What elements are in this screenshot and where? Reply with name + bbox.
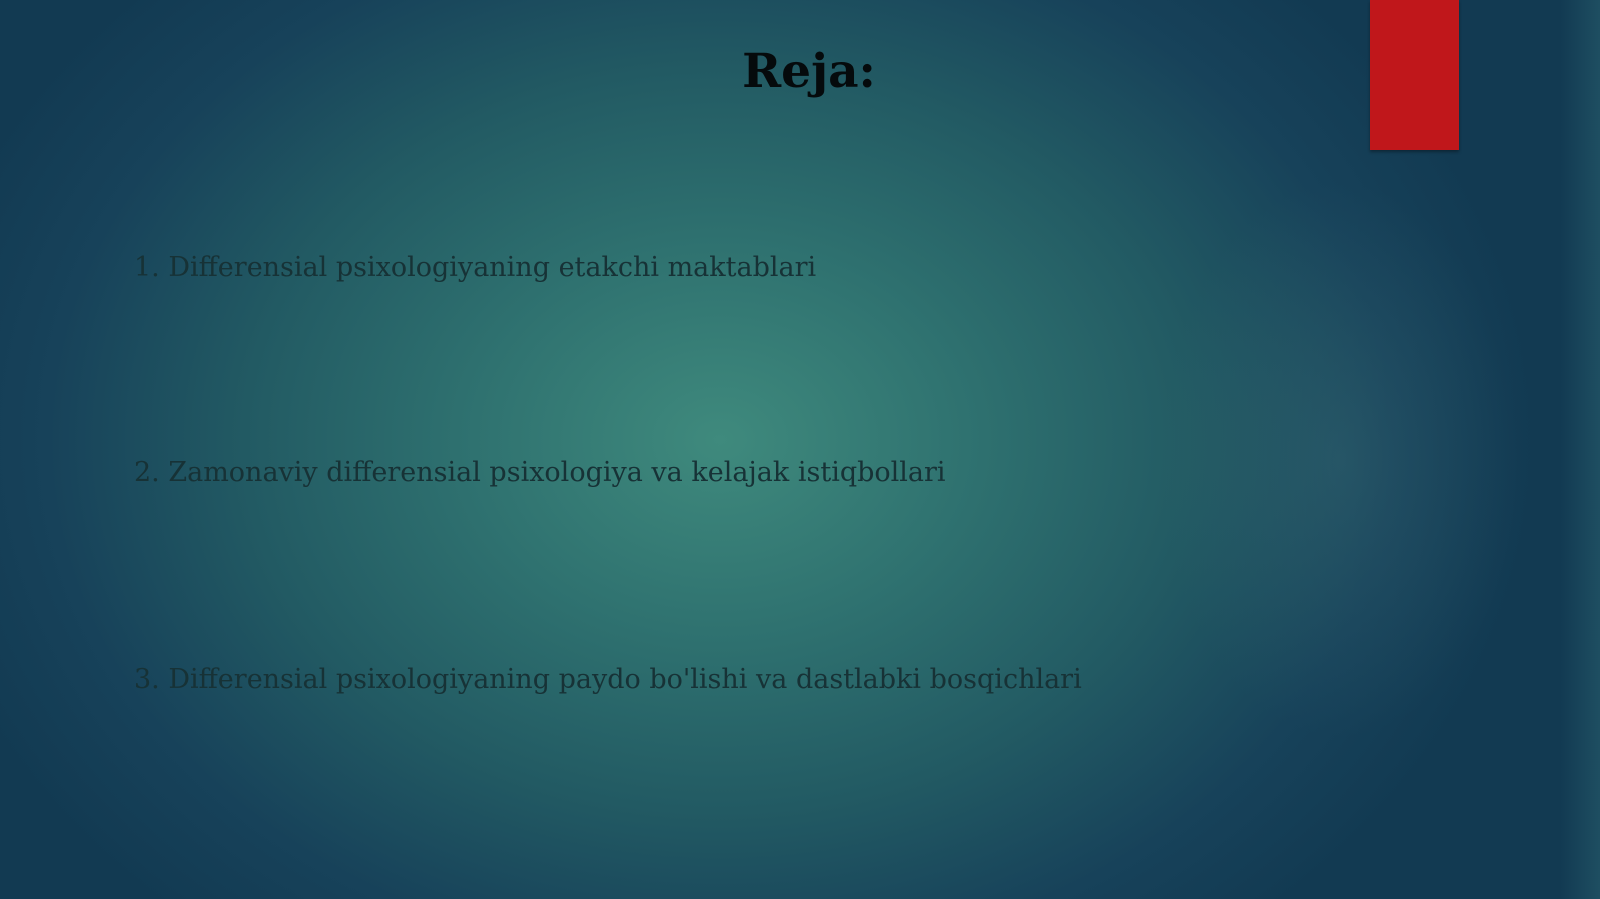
slide-title: Reja: bbox=[742, 44, 876, 99]
plan-item-2: 2. Zamonaviy differensial psixologiya va kelajak istiqbollari bbox=[134, 457, 946, 488]
background-glow bbox=[1160, 180, 1520, 740]
plan-item-1: 1. Differensial psixologiyaning etakchi maktablari bbox=[134, 252, 817, 283]
background-edge bbox=[1560, 0, 1600, 899]
plan-item-3: 3. Differensial psixologiyaning paydo bo'lishi va dastlabki bosqichlari bbox=[134, 664, 1082, 695]
